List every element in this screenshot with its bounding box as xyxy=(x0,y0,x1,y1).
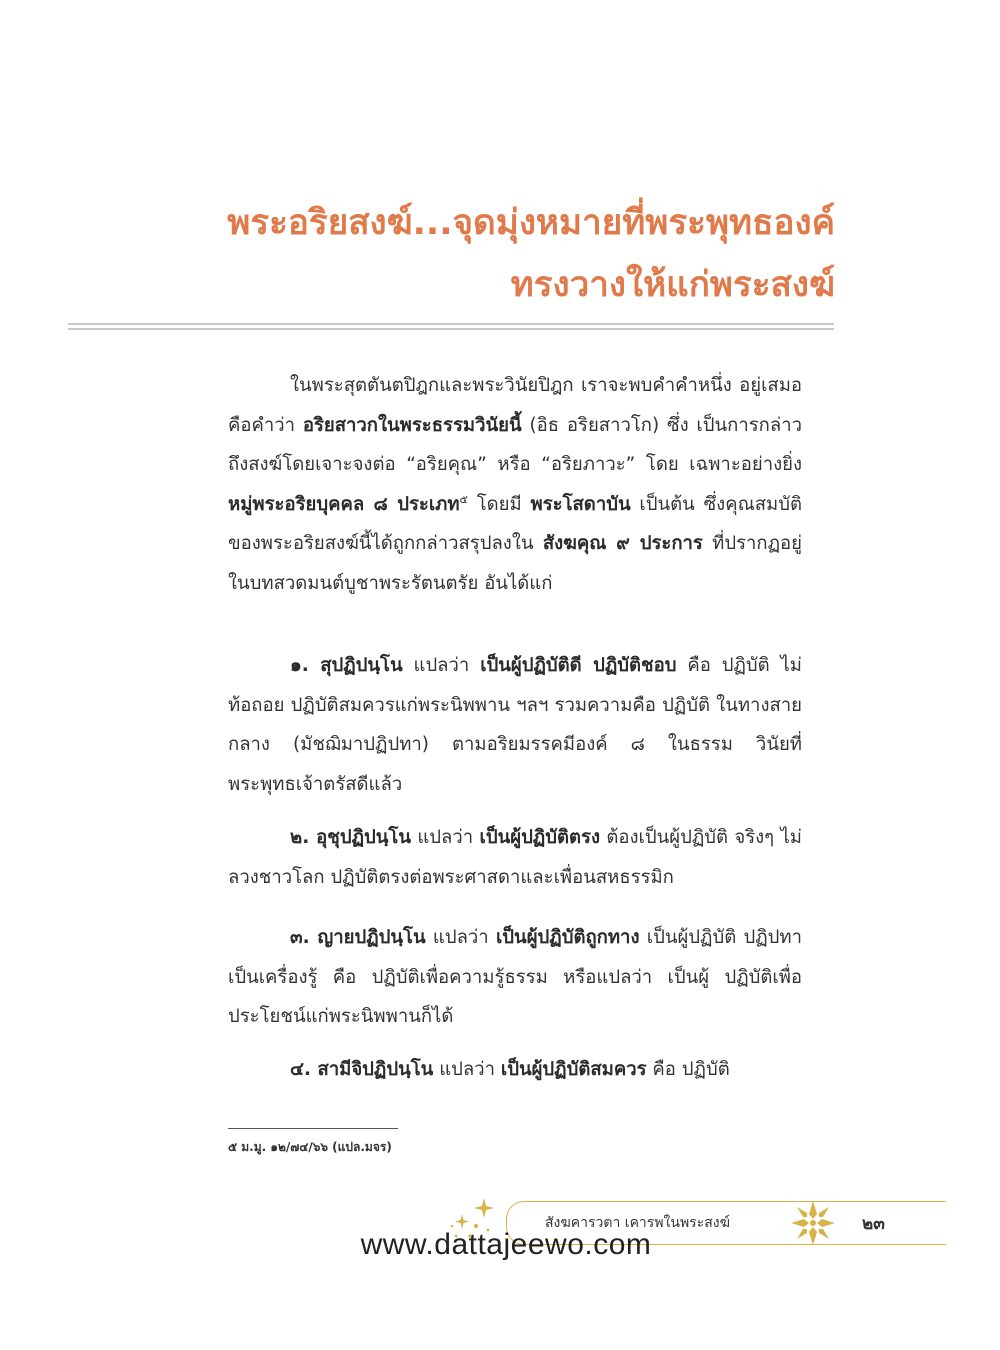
item-meaning: เป็นผู้ปฏิบัติตรง xyxy=(479,827,600,848)
item-connector: แปลว่า xyxy=(425,927,496,948)
intro-text-5: ที่ปรากฏอยู่ในบทสวดมนต์บูชาพระรัตนตรัย อันได้แก่ xyxy=(228,533,803,594)
intro-bold-1: อริยสาวกในพระธรรมวินัยนี้ xyxy=(302,414,522,436)
list-item xyxy=(228,818,802,897)
item-meaning: เป็นผู้ปฏิบัติสมควร xyxy=(500,1059,647,1080)
list-item xyxy=(228,1050,802,1090)
item-term: ๔. สามีจิปฏิปนฺโน xyxy=(290,1059,434,1080)
item-description: คือ ปฏิบัติ xyxy=(646,1059,730,1080)
intro-bold-2: หมู่พระอริยบุคคล ๘ ประเภท xyxy=(228,493,460,515)
item-meaning: เป็นผู้ปฏิบัติดี ปฏิบัติชอบ xyxy=(480,655,677,676)
intro-text-3: โดยมี xyxy=(467,493,531,515)
flower-ornament-icon xyxy=(788,1198,838,1248)
item-term: ๒. อุชุปฏิปนฺโน xyxy=(290,827,411,848)
intro-paragraph xyxy=(228,366,802,603)
item-description: ต้องเป็นผู้ปฏิบัติ จริงๆ ไม่ลวงชาวโลก ปฏิบัติตรงต่อพระศาสดาและเพื่อนสหธรรมิก xyxy=(228,827,802,888)
title-line-2: ทรงวางให้แก่พระสงฆ์ xyxy=(510,265,835,305)
footnote: ๕ ม.มู. ๑๒/๗๔/๖๖ (แปล.มจร) xyxy=(228,1140,392,1154)
item-meaning: เป็นผู้ปฏิบัติถูกทาง xyxy=(495,927,640,948)
item-connector: แปลว่า xyxy=(410,827,480,848)
footer-book-title: สังฆคารวตา เคารพในพระสงฆ์ xyxy=(545,1215,730,1231)
footnote-ref[interactable]: ๕ xyxy=(459,492,468,506)
page-number: ๒๓ xyxy=(862,1214,885,1234)
intro-text-1: ในพระสุตตันตปิฎกและพระวินัยปิฎก เราจะพบคำคำหนึ่ง อยู่เสมอ คือคำว่า xyxy=(228,375,802,436)
intro-bold-3: พระโสดาบัน xyxy=(530,493,631,515)
item-description: เป็นผู้ปฏิบัติ ปฏิปทาเป็นเครื่องรู้ คือ ปฏิบัติเพื่อความรู้ธรรม หรือแปลว่า เป็นผู้ ปฏิบัติเพื่อประโยชน์แก่พระนิพพานก็ได้ xyxy=(228,927,802,1027)
intro-bold-4: สังฆคุณ ๙ ประการ xyxy=(542,533,703,554)
list-item xyxy=(228,646,802,804)
item-term: ๑. สุปฏิปนฺโน xyxy=(290,655,403,676)
footnote-divider xyxy=(228,1128,398,1129)
title-divider xyxy=(68,323,834,330)
page-title xyxy=(180,192,835,316)
website-url[interactable]: www.dattajeewo.com xyxy=(360,1228,652,1261)
intro-text-2: (อิธ อริยสาวโก) ซึ่ง เป็นการกล่าวถึงสงฆ์โดยเจาะจงต่อ “อริยคุณ” หรือ “อริยภาวะ” โดย เฉพาะอย่างยิ่ง xyxy=(228,414,802,475)
item-description: คือ ปฏิบัติ ไม่ท้อถอย ปฏิบัติสมควรแก่พระนิพพาน ฯลฯ รวมความคือ ปฏิบัติ ในทางสายกลาง (มัชฌิมาปฏิปทา) ตามอริยมรรคมีองค์ ๘ ในธรรม วินัยที่พระพุทธเจ้าตรัสดีแล้ว xyxy=(228,655,802,795)
title-line-1: พระอริยสงฆ์...จุดมุ่งหมายที่พระพุทธองค์ xyxy=(227,203,835,243)
list-item xyxy=(228,918,802,1037)
item-connector: แปลว่า xyxy=(402,655,481,676)
intro-text-4: เป็นต้น ซึ่งคุณสมบัติของพระอริยสงฆ์นี้ได้ถูกกล่าวสรุปลงใน xyxy=(228,493,802,554)
item-term: ๓. ญายปฏิปนฺโน xyxy=(290,927,426,948)
item-connector: แปลว่า xyxy=(433,1059,501,1080)
